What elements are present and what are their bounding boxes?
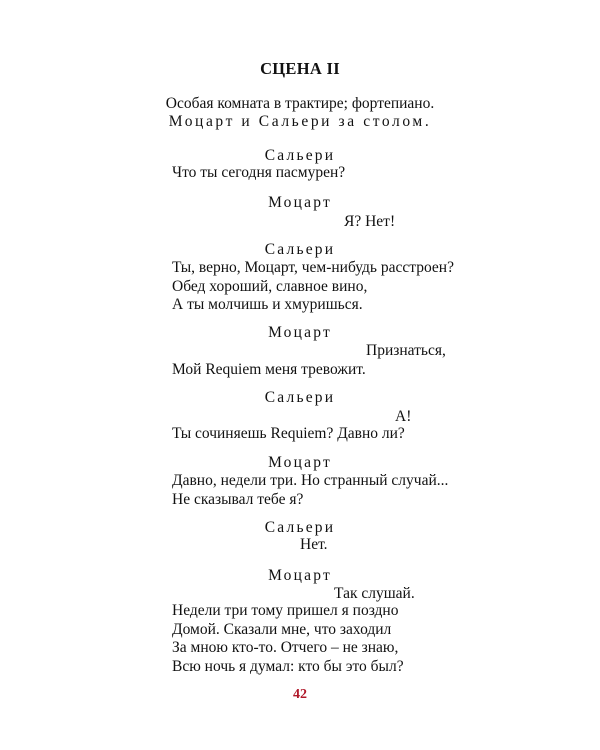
speaker-name: Моцарт: [268, 324, 332, 341]
speaker-name: Моцарт: [268, 454, 332, 471]
verse-line: Ты сочиняешь Requiem? Давно ли?: [172, 425, 405, 442]
speaker-name: Сальери: [264, 519, 336, 536]
speaker-name: Моцарт: [268, 567, 332, 584]
verse-line: Недели три тому пришел я поздно: [172, 602, 399, 619]
verse-line: Всю ночь я думал: кто бы это был?: [172, 658, 404, 675]
verse-line: Ты, верно, Моцарт, чем-нибудь расстроен?: [172, 259, 454, 276]
verse-line: Я? Нет!: [344, 213, 396, 230]
verse-line: Обед хороший, славное вино,: [172, 278, 368, 295]
verse-line: А!: [395, 408, 412, 425]
verse-line: За мною кто-то. Отчего – не знаю,: [172, 639, 399, 656]
verse-line: Домой. Сказали мне, что заходил: [172, 621, 392, 638]
verse-line: Что ты сегодня пасмурен?: [172, 164, 346, 181]
verse-line: Нет.: [300, 536, 328, 553]
scene-title: СЦЕНА II: [260, 59, 340, 78]
verse-line: Мой Requiem меня тревожит.: [172, 361, 366, 378]
verse-line: Не сказывал тебе я?: [172, 491, 304, 508]
speaker-name: Сальери: [264, 241, 336, 258]
speaker-name: Сальери: [264, 389, 336, 406]
verse-line: Так слушай.: [334, 585, 415, 602]
verse-line: Давно, недели три. Но странный случай...: [172, 472, 449, 489]
speaker-name: Моцарт: [268, 194, 332, 211]
speaker-name: Сальери: [264, 147, 336, 164]
page-number: 42: [293, 687, 307, 702]
verse-line: А ты молчишь и хмуришься.: [172, 296, 363, 313]
verse-line: Признаться,: [366, 342, 446, 359]
scene-setting: Особая комната в трактире; фортепиано.: [165, 95, 435, 112]
scene-characters: Моцарт и Сальери за столом.: [168, 113, 432, 130]
